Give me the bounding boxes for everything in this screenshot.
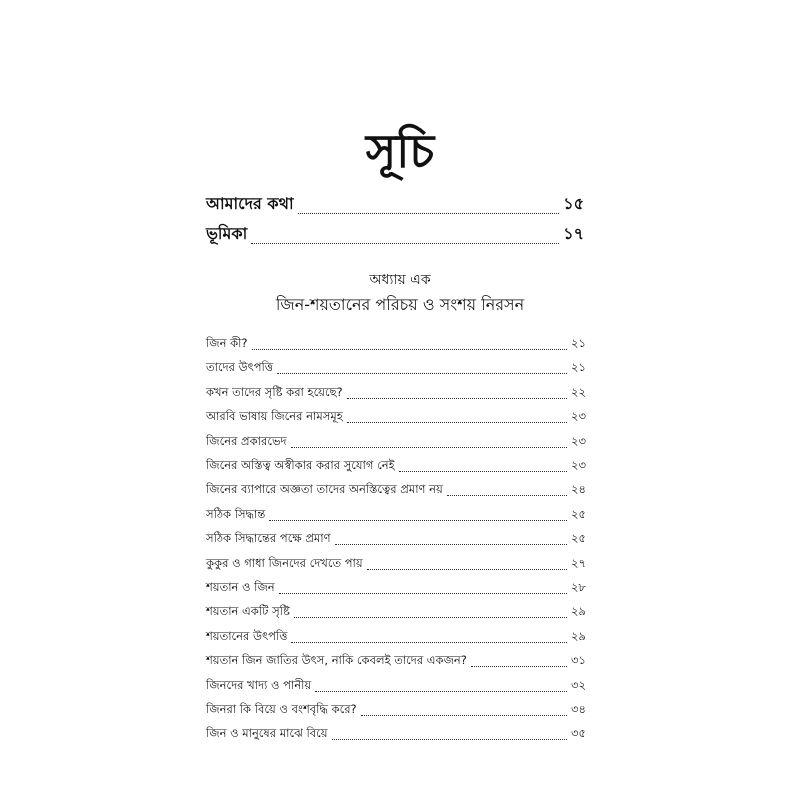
toc-entry-label: জিনদের খাদ্য ও পানীয় xyxy=(206,677,312,692)
toc-page-number: ১৫ xyxy=(563,194,584,213)
toc-entry xyxy=(206,434,586,452)
toc-entry xyxy=(206,507,586,525)
dot-leader xyxy=(335,544,567,545)
toc-entry xyxy=(206,580,586,598)
dot-leader xyxy=(347,398,567,399)
toc-entry-label: শয়তান একটি সৃষ্টি xyxy=(206,604,290,619)
dot-leader xyxy=(252,349,568,350)
toc-page-number: ২১ xyxy=(571,360,586,375)
toc-entry xyxy=(206,678,586,696)
toc-entry-label: শয়তানের উৎপত্তি xyxy=(206,628,288,643)
toc-entry-label: কখন তাদের সৃষ্টি করা হয়েছে? xyxy=(206,384,343,399)
dot-leader xyxy=(279,593,567,594)
dot-leader xyxy=(251,243,559,244)
toc-entry-label: আরবি ভাষায় জিনের নামসমূহ xyxy=(206,409,343,424)
chapter-title: জিন-শয়তানের পরিচয় ও সংশয় নিরসন xyxy=(275,295,525,314)
toc-entry-label: জিন ও মানুষের মাঝে বিয়ে xyxy=(206,726,328,741)
toc-entry-label: জিনরা কি বিয়ে ও বংশবৃদ্ধি করে? xyxy=(206,702,357,716)
toc-entry xyxy=(206,556,586,574)
toc-entry-label: জিনের প্রকারভেদ xyxy=(206,433,287,448)
toc-entry xyxy=(206,726,586,744)
toc-entry-label: জিনের অস্তিত্ব অস্বীকার করার সুযোগ নেই xyxy=(206,458,395,472)
toc-entry xyxy=(206,531,586,549)
dot-leader xyxy=(347,422,567,423)
toc-entry-label: ভূমিকা xyxy=(206,224,248,243)
toc-page-number: ২৩ xyxy=(571,433,586,448)
dot-leader xyxy=(367,569,567,570)
toc-entry xyxy=(206,336,586,354)
toc-page-number: ৩২ xyxy=(571,677,586,692)
toc-page-number: ২৯ xyxy=(571,628,586,643)
dot-leader xyxy=(269,520,567,521)
toc-entry-preface xyxy=(206,196,584,218)
toc-entry xyxy=(206,629,586,647)
toc-page-number: ২১ xyxy=(571,336,586,350)
toc-page-number: ১৭ xyxy=(563,224,584,243)
toc-page-number: ৩৫ xyxy=(571,726,586,741)
toc-entry xyxy=(206,385,586,403)
toc-entry-label: সঠিক সিদ্ধান্তের পক্ষে প্রমাণ xyxy=(206,531,331,546)
toc-page-number: ২২ xyxy=(571,384,586,399)
toc-page-number: ২৫ xyxy=(571,506,586,521)
chapter-number: অধ্যায় এক xyxy=(369,272,431,288)
page-title: সূচি xyxy=(365,124,435,178)
toc-entry xyxy=(206,604,586,622)
toc-entry-label: জিনের ব্যাপারে অজ্ঞতা তাদের অনস্তিত্বের প্রমাণ নয় xyxy=(206,482,443,497)
toc-entry-label: আমাদের কথা xyxy=(206,194,294,213)
toc-page-number: ২৭ xyxy=(571,555,586,570)
toc-entry xyxy=(206,702,586,720)
toc-entry xyxy=(206,482,586,500)
toc-entry xyxy=(206,409,586,427)
toc-page-number: ২৫ xyxy=(571,531,586,546)
toc-page-number: ২৮ xyxy=(571,580,586,594)
toc-entry-label: শয়তান ও জিন xyxy=(206,580,275,594)
toc-entry-introduction xyxy=(206,226,584,248)
toc-entry xyxy=(206,653,586,671)
toc-page-number: ২৯ xyxy=(571,604,586,619)
dot-leader xyxy=(294,617,567,618)
dot-leader xyxy=(291,642,567,643)
dot-leader xyxy=(315,691,567,692)
dot-leader xyxy=(298,213,560,214)
toc-entry-label: কুকুর ও গাধা জিনদের দেখতে পায় xyxy=(206,555,363,570)
dot-leader xyxy=(291,447,567,448)
dot-leader xyxy=(361,715,567,716)
dot-leader xyxy=(471,666,567,667)
toc-page-number: ৩৪ xyxy=(571,702,586,716)
toc-page-number: ২৪ xyxy=(571,482,586,497)
dot-leader xyxy=(447,495,567,496)
toc-page-number: ২৩ xyxy=(571,458,586,472)
toc-entry xyxy=(206,458,586,476)
toc-entry-label: জিন কী? xyxy=(206,336,248,350)
toc-entry xyxy=(206,360,586,378)
dot-leader xyxy=(332,739,568,740)
toc-page-number: ২৩ xyxy=(571,409,586,424)
dot-leader xyxy=(277,373,567,374)
toc-page-number: ৩১ xyxy=(571,653,586,668)
toc-entry-label: সঠিক সিদ্ধান্ত xyxy=(206,506,266,521)
toc-entry-label: তাদের উৎপত্তি xyxy=(206,360,274,375)
dot-leader xyxy=(399,471,567,472)
toc-entry-label: শয়তান জিন জাতির উৎস, নাকি কেবলই তাদের একজন? xyxy=(206,653,467,668)
